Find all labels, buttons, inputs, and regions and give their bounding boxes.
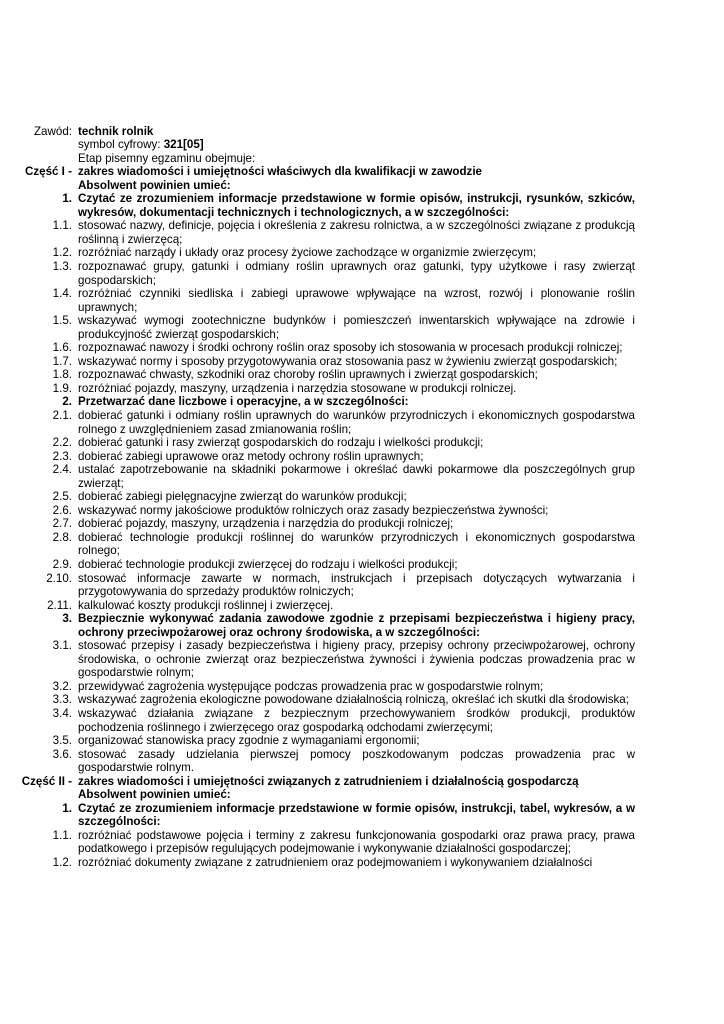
document-line [0,314,724,341]
document-line [0,531,724,558]
line-text-content: wskazywać wymogi zootechniczne budynków i pomieszczeń inwentarskich wpływające na zdrowie i produkcyjność zwierząt gospodarskich; [78,314,635,341]
line-text [78,179,635,193]
line-text [78,558,635,572]
document-line [0,639,724,680]
line-text [78,680,635,694]
line-text [78,572,635,599]
line-text-content: dobierać gatunki i odmiany roślin uprawnych do warunków przyrodniczych i ekonomicznych gospodarstwa rolnego z uwzględnieniem zasad zmianowania roślin; [78,408,635,436]
line-text [78,409,635,436]
line-label: 3.1. [52,639,72,653]
line-text-content: wskazywać działania związane z bezpiecznym przechowywaniem środków produkcji, produktów pochodzenia roślinnego i zwierzęcego oraz gospodarką odchodami zwierzęcymi; [78,707,635,734]
line-label: 1.1. [52,828,72,842]
line-label: 2.8. [52,530,72,544]
document-line [0,409,724,436]
line-label: 2.5. [52,490,72,504]
line-label: 3.6. [52,747,72,761]
line-text-content: rozpoznawać grupy, gatunki i odmiany roślin uprawnych oraz gatunki, typy użytkowe i rasy zwierząt gospodarskich; [78,259,635,287]
line-label: 1. [62,192,72,206]
line-text [78,355,635,369]
line-text-content: ustalać zapotrzebowanie na składniki pokarmowe i określać dawki pokarmowe dla poszczególnych grup zwierząt; [78,463,635,490]
document-line [0,260,724,287]
line-text-content: symbol cyfrowy: [78,138,164,152]
line-text [78,490,635,504]
line-label: 1.3. [52,259,72,273]
line-label: 3.3. [52,693,72,707]
line-text-content: dobierać pojazdy, maszyny, urządzenia i narzędzia do produkcji rolniczej; [78,517,454,531]
line-text [78,599,635,613]
document-line [0,775,724,789]
line-text [78,612,635,639]
document-line [0,355,724,369]
document-line [0,788,724,802]
line-label: 2.10. [46,571,72,585]
document-line [0,572,724,599]
exam-document [0,125,724,870]
line-text [78,436,635,450]
line-text [78,856,635,870]
line-text-content: rozróżniać pojazdy, maszyny, urządzenia i narzędzia stosowane w produkcji rolniczej. [78,381,517,395]
document-line [0,504,724,518]
line-text-content: Bezpiecznie wykonywać zadania zawodowe zgodnie z przepisami bezpieczeństwa i higieny pracy, ochrony przeciwpożarowej oraz ochrony środowiska, a w szczególności: [78,612,635,639]
line-text-content: dobierać gatunki i rasy zwierząt gospodarskich do rodzaju i wielkości produkcji; [78,436,484,450]
line-text-content: wskazywać zagrożenia ekologiczne powodowane działalnością rolniczą, określać ich skutki dla środowiska; [78,693,629,707]
document-line [0,341,724,355]
line-label: 3.2. [52,679,72,693]
document-line [0,693,724,707]
line-label: 2.11. [47,598,72,612]
line-text-content: technik rolnik [78,124,154,138]
line-text-content: rozróżniać podstawowe pojęcia i terminy z zakresu funkcjonowania gospodarki oraz prawa pracy, prawa podatkowego i przepisów regulujących podejmowanie i wykonywanie działalności gospodarczej; [78,828,635,856]
line-label: 2. [62,395,72,409]
line-text [78,517,635,531]
line-text [78,192,635,219]
line-label: Część II - [21,774,72,788]
line-label [0,152,78,166]
line-text-content: Czytać ze zrozumieniem informacje przedstawione w formie opisów, instrukcji, rysunków, szkiców, wykresów, dokumentacji technicznych i technologicznych, a w szczególności: [78,192,635,219]
line-text [78,341,635,355]
line-text-content: stosować przepisy i zasady bezpieczeństwa i higieny pracy, przepisy ochrony przeciwpożarowej, ochrony środowiska, o ochronie zwierząt oraz bezpieczeństwa żywności i żywienia podczas prowadzenia prac w gospodarstwie rolnym; [78,639,635,680]
document-line [0,517,724,531]
line-text-content: stosować informacje zawarte w normach, instrukcjach i przepisach dotyczących wytwarzania i przygotowywania do sprzedaży produktów rolniczych; [78,571,635,599]
line-text [78,287,635,314]
line-text [78,138,635,152]
line-text-content: dobierać zabiegi pielęgnacyjne zwierząt do warunków produkcji; [78,490,407,504]
document-line [0,165,724,179]
line-label [0,179,78,193]
line-label: 1.5. [52,314,72,328]
document-line [0,395,724,409]
line-label: 2.9. [52,558,72,571]
document-line [0,707,724,734]
line-label: 2.4. [52,463,72,477]
document-line [0,138,724,152]
line-label: 1.9. [52,381,72,395]
line-text-content: Absolwent powinien umieć: [78,788,231,802]
document-line [0,192,724,219]
line-label: 2.1. [52,408,72,422]
line-label: 1.1. [52,219,72,233]
line-label: 1.2. [52,856,72,870]
line-text-content: zakres wiadomości i umiejętności właściwych dla kwalifikacji w zawodzie [78,165,483,179]
line-text-content: stosować zasady udzielania pierwszej pomocy poszkodowanym podczas prowadzenia prac w gospodarstwie rolnym. [78,747,635,775]
line-text-content: rozpoznawać chwasty, szkodniki oraz choroby roślin uprawnych i zwierząt gospodarskich; [78,368,538,382]
document-line [0,463,724,490]
line-text [78,463,635,490]
line-label: Zawód: [33,124,72,138]
line-text-content: dobierać technologie produkcji zwierzęcej do rodzaju i wielkości produkcji; [78,558,458,571]
line-text [78,802,635,829]
line-text [78,693,635,707]
line-text [78,829,635,856]
line-text-content: dobierać technologie produkcji roślinnej do warunków przyrodniczych i ekonomicznych gospodarstwa rolnego; [78,530,635,558]
line-text-content: kalkulować koszty produkcji roślinnej i zwierzęcej. [78,598,334,612]
line-text-content: Przetwarzać dane liczbowe i operacyjne, a w szczególności: [78,395,409,409]
line-label: 2.3. [52,449,72,463]
document-line [0,680,724,694]
line-label: 3.4. [52,707,72,721]
line-label: 2.6. [52,503,72,517]
line-text [78,748,635,775]
line-text [78,707,635,734]
line-text [78,368,635,382]
line-text [78,450,635,464]
line-label: Część I - [24,165,72,179]
line-text [78,504,635,518]
line-text-content: stosować nazwy, definicje, pojęcia i określenia z zakresu rolnictwa, a w szczególności związane z produkcją roślinną i zwierzęcą; [78,219,635,246]
line-label: 1.4. [52,287,72,301]
line-text [78,639,635,680]
document-line [0,436,724,450]
line-text-content: rozróżniać narządy i układy oraz procesy życiowe zachodzące w organizmie zwierzęcym; [78,246,537,260]
line-text [78,246,635,260]
document-line [0,802,724,829]
document-line [0,382,724,396]
line-text [78,165,635,179]
line-label: 1.2. [52,246,72,260]
line-text [78,531,635,558]
line-text-content: rozpoznawać nawozy i środki ochrony roślin oraz sposoby ich stosowania w procesach produkcji rolniczej; [78,341,623,355]
document-line [0,179,724,193]
document-line [0,152,724,166]
document-line [0,734,724,748]
line-label: 2.2. [52,436,72,450]
line-label: 1.6. [52,341,72,355]
line-label: 1.8. [52,368,72,382]
document-line [0,125,724,139]
line-text-content: dobierać zabiegi uprawowe oraz metody ochrony roślin uprawnych; [78,449,424,463]
line-text [78,775,635,789]
document-line [0,287,724,314]
line-label: 3.5. [52,734,72,748]
symbol-code: 321[05] [163,138,204,152]
line-text [78,314,635,341]
document-line [0,856,724,870]
line-text [78,219,635,246]
line-text-content: rozróżniać czynniki siedliska i zabiegi uprawowe wpływające na wzrost, rozwój i plonowanie roślin uprawnych; [78,287,635,314]
line-label: 1. [62,801,72,815]
document-line [0,246,724,260]
document-line [0,450,724,464]
line-text [78,152,635,166]
line-text-content: Absolwent powinien umieć: [78,178,231,192]
document-line [0,490,724,504]
document-line [0,612,724,639]
line-text-content: przewidywać zagrożenia występujące podczas prowadzenia prac w gospodarstwie rolnym; [78,679,544,693]
line-text-content: Czytać ze zrozumieniem informacje przedstawione w formie opisów, instrukcji, tabel, wykresów, a w szczególności: [78,801,635,829]
line-text [78,734,635,748]
line-label: 1.7. [52,354,72,368]
line-text [78,395,635,409]
line-text-content: wskazywać normy i sposoby przygotowywania oraz stosowania pasz w żywieniu zwierząt gospodarskich; [78,354,618,368]
line-text [78,125,635,139]
line-text-content: organizować stanowiska pracy zgodnie z wymaganiami ergonomii; [78,734,420,748]
document-line [0,219,724,246]
line-text-content: zakres wiadomości i umiejętności związanych z zatrudnieniem i działalnością gospodarczą [78,774,579,788]
line-label: 2.7. [52,517,72,531]
line-text [78,260,635,287]
document-line [0,368,724,382]
line-text [78,382,635,396]
line-text-content: Etap pisemny egzaminu obejmuje: [78,151,256,165]
document-line [0,829,724,856]
line-text-content: wskazywać normy jakościowe produktów rolniczych oraz zasady bezpieczeństwa żywności; [78,503,549,517]
line-text [78,788,635,802]
document-line [0,599,724,613]
document-line [0,558,724,572]
document-line [0,748,724,775]
line-label [0,138,78,152]
line-label [0,788,78,802]
line-label: 3. [62,612,72,626]
line-text-content: rozróżniać dokumenty związane z zatrudnieniem oraz podejmowaniem i wykonywaniem działalności [78,856,593,870]
